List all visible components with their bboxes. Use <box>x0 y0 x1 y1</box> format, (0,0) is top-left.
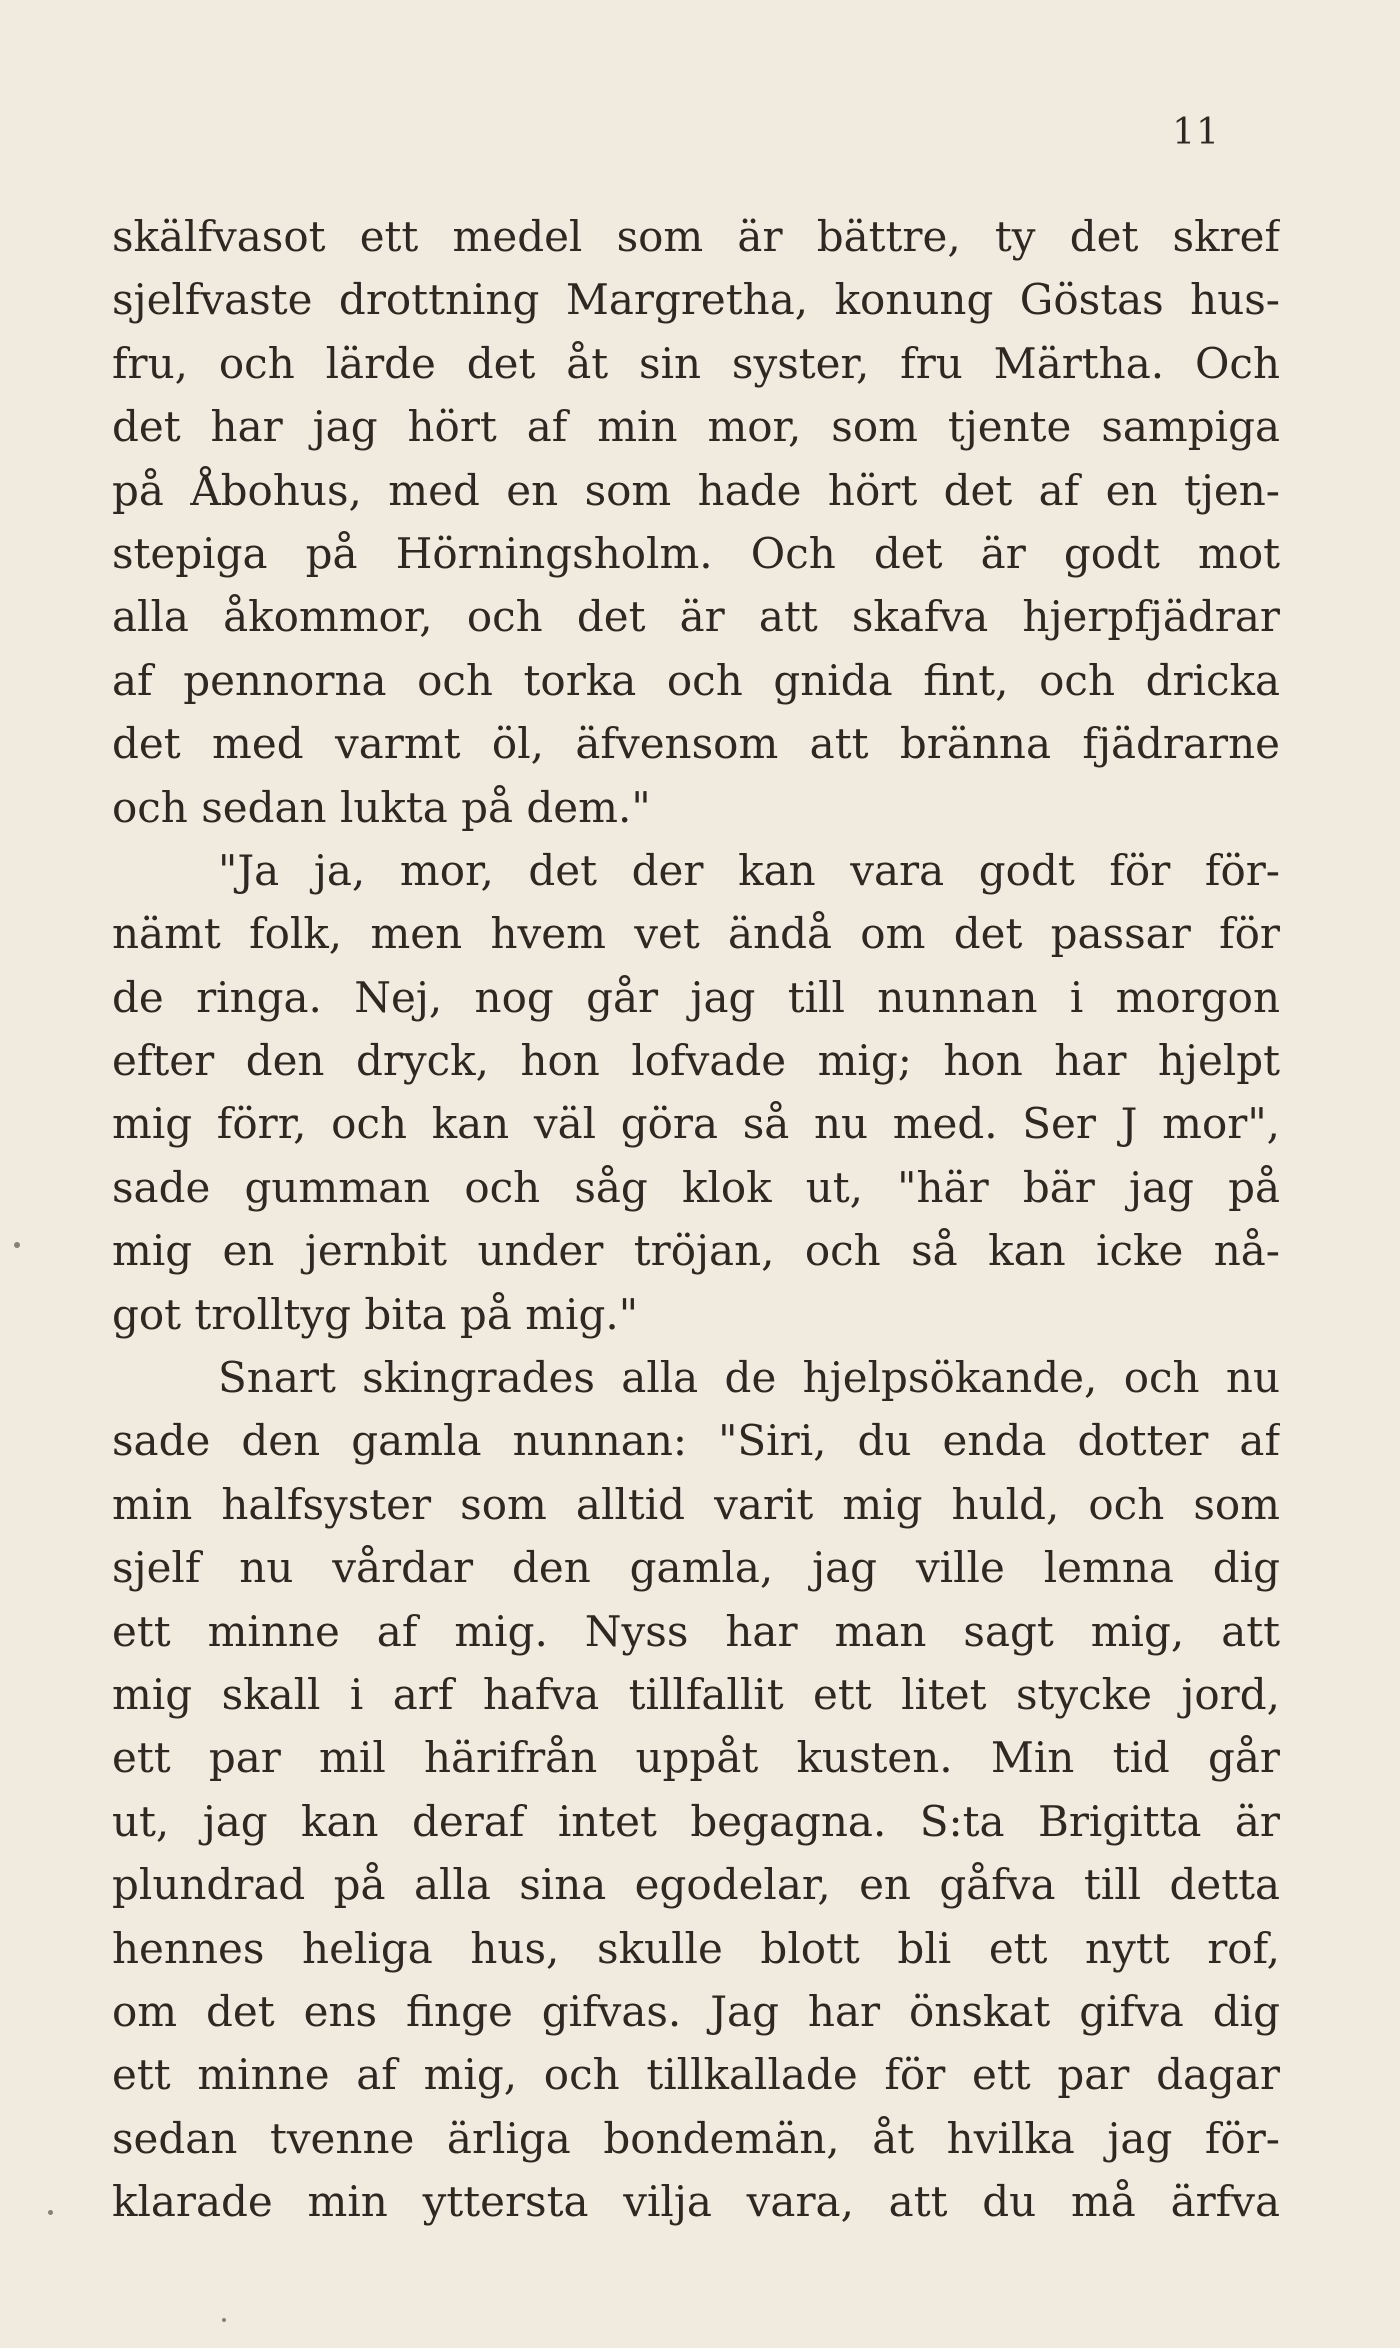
page-number: 11 <box>1172 112 1220 153</box>
text-line: nämt folk, men hvem vet ändå om det passar för <box>112 909 1280 959</box>
text-line: och sedan lukta på dem." <box>112 782 651 832</box>
text-line: mig en jernbit under tröjan, och så kan icke nå- <box>112 1226 1280 1276</box>
text-line: "Ja ja, mor, det der kan vara godt för för- <box>218 845 1280 895</box>
text-line: hennes heliga hus, skulle blott bli ett nytt rof, <box>112 1923 1280 1973</box>
text-line: sade gumman och såg klok ut, "här bär jag på <box>112 1162 1280 1212</box>
text-line: alla åkommor, och det är att skafva hjerpfjädrar <box>112 592 1280 642</box>
ink-speck <box>48 2210 53 2215</box>
text-line: ett par mil härifrån uppåt kusten. Min tid går <box>112 1733 1280 1783</box>
ink-speck <box>14 1242 20 1248</box>
text-line: fru, och lärde det åt sin syster, fru Märtha. Och <box>112 338 1280 388</box>
text-line: det har jag hört af min mor, som tjente sampiga <box>112 402 1280 452</box>
text-line: stepiga på Hörningsholm. Och det är godt mot <box>112 528 1280 578</box>
text-line: ut, jag kan deraf intet begagna. S:ta Brigitta är <box>112 1796 1280 1846</box>
text-line: af pennorna och torka och gnida fint, och dricka <box>112 655 1280 705</box>
ink-speck <box>222 2318 226 2322</box>
text-line: ett minne af mig. Nyss har man sagt mig, att <box>112 1606 1280 1656</box>
text-line: ett minne af mig, och tillkallade för ett par dagar <box>112 2050 1280 2100</box>
text-line: mig förr, och kan väl göra så nu med. Ser J mor", <box>112 1099 1280 1149</box>
text-line: sade den gamla nunnan: "Siri, du enda dotter af <box>112 1416 1280 1466</box>
text-line: det med varmt öl, äfvensom att bränna fjädrarne <box>112 719 1280 769</box>
text-line: mig skall i arf hafva tillfallit ett litet stycke jord, <box>112 1669 1280 1719</box>
text-line: skälfvasot ett medel som är bättre, ty det skref <box>112 212 1280 261</box>
text-line: efter den dryck, hon lofvade mig; hon har hjelpt <box>112 1036 1280 1086</box>
text-line: got trolltyg bita på mig." <box>112 1289 639 1339</box>
text-line: Snart skingrades alla de hjelpsökande, och nu <box>218 1353 1280 1403</box>
text-line: sjelf nu vårdar den gamla, jag ville lemna dig <box>112 1543 1280 1593</box>
text-line: klarade min yttersta vilja vara, att du må ärfva <box>112 2177 1280 2227</box>
text-line: om det ens finge gifvas. Jag har önskat gifva dig <box>112 1986 1280 2036</box>
text-line: sjelfvaste drottning Margretha, konung Göstas hus- <box>112 275 1280 325</box>
body-text <box>112 205 1280 2234</box>
text-line: plundrad på alla sina egodelar, en gåfva till detta <box>112 1860 1280 1910</box>
text-line: sedan tvenne ärliga bondemän, åt hvilka jag för- <box>112 2113 1280 2163</box>
text-line: min halfsyster som alltid varit mig huld, och som <box>112 1479 1280 1529</box>
text-line: på Åbohus, med en som hade hört det af en tjen- <box>112 465 1280 515</box>
text-line: de ringa. Nej, nog går jag till nunnan i morgon <box>112 972 1280 1022</box>
